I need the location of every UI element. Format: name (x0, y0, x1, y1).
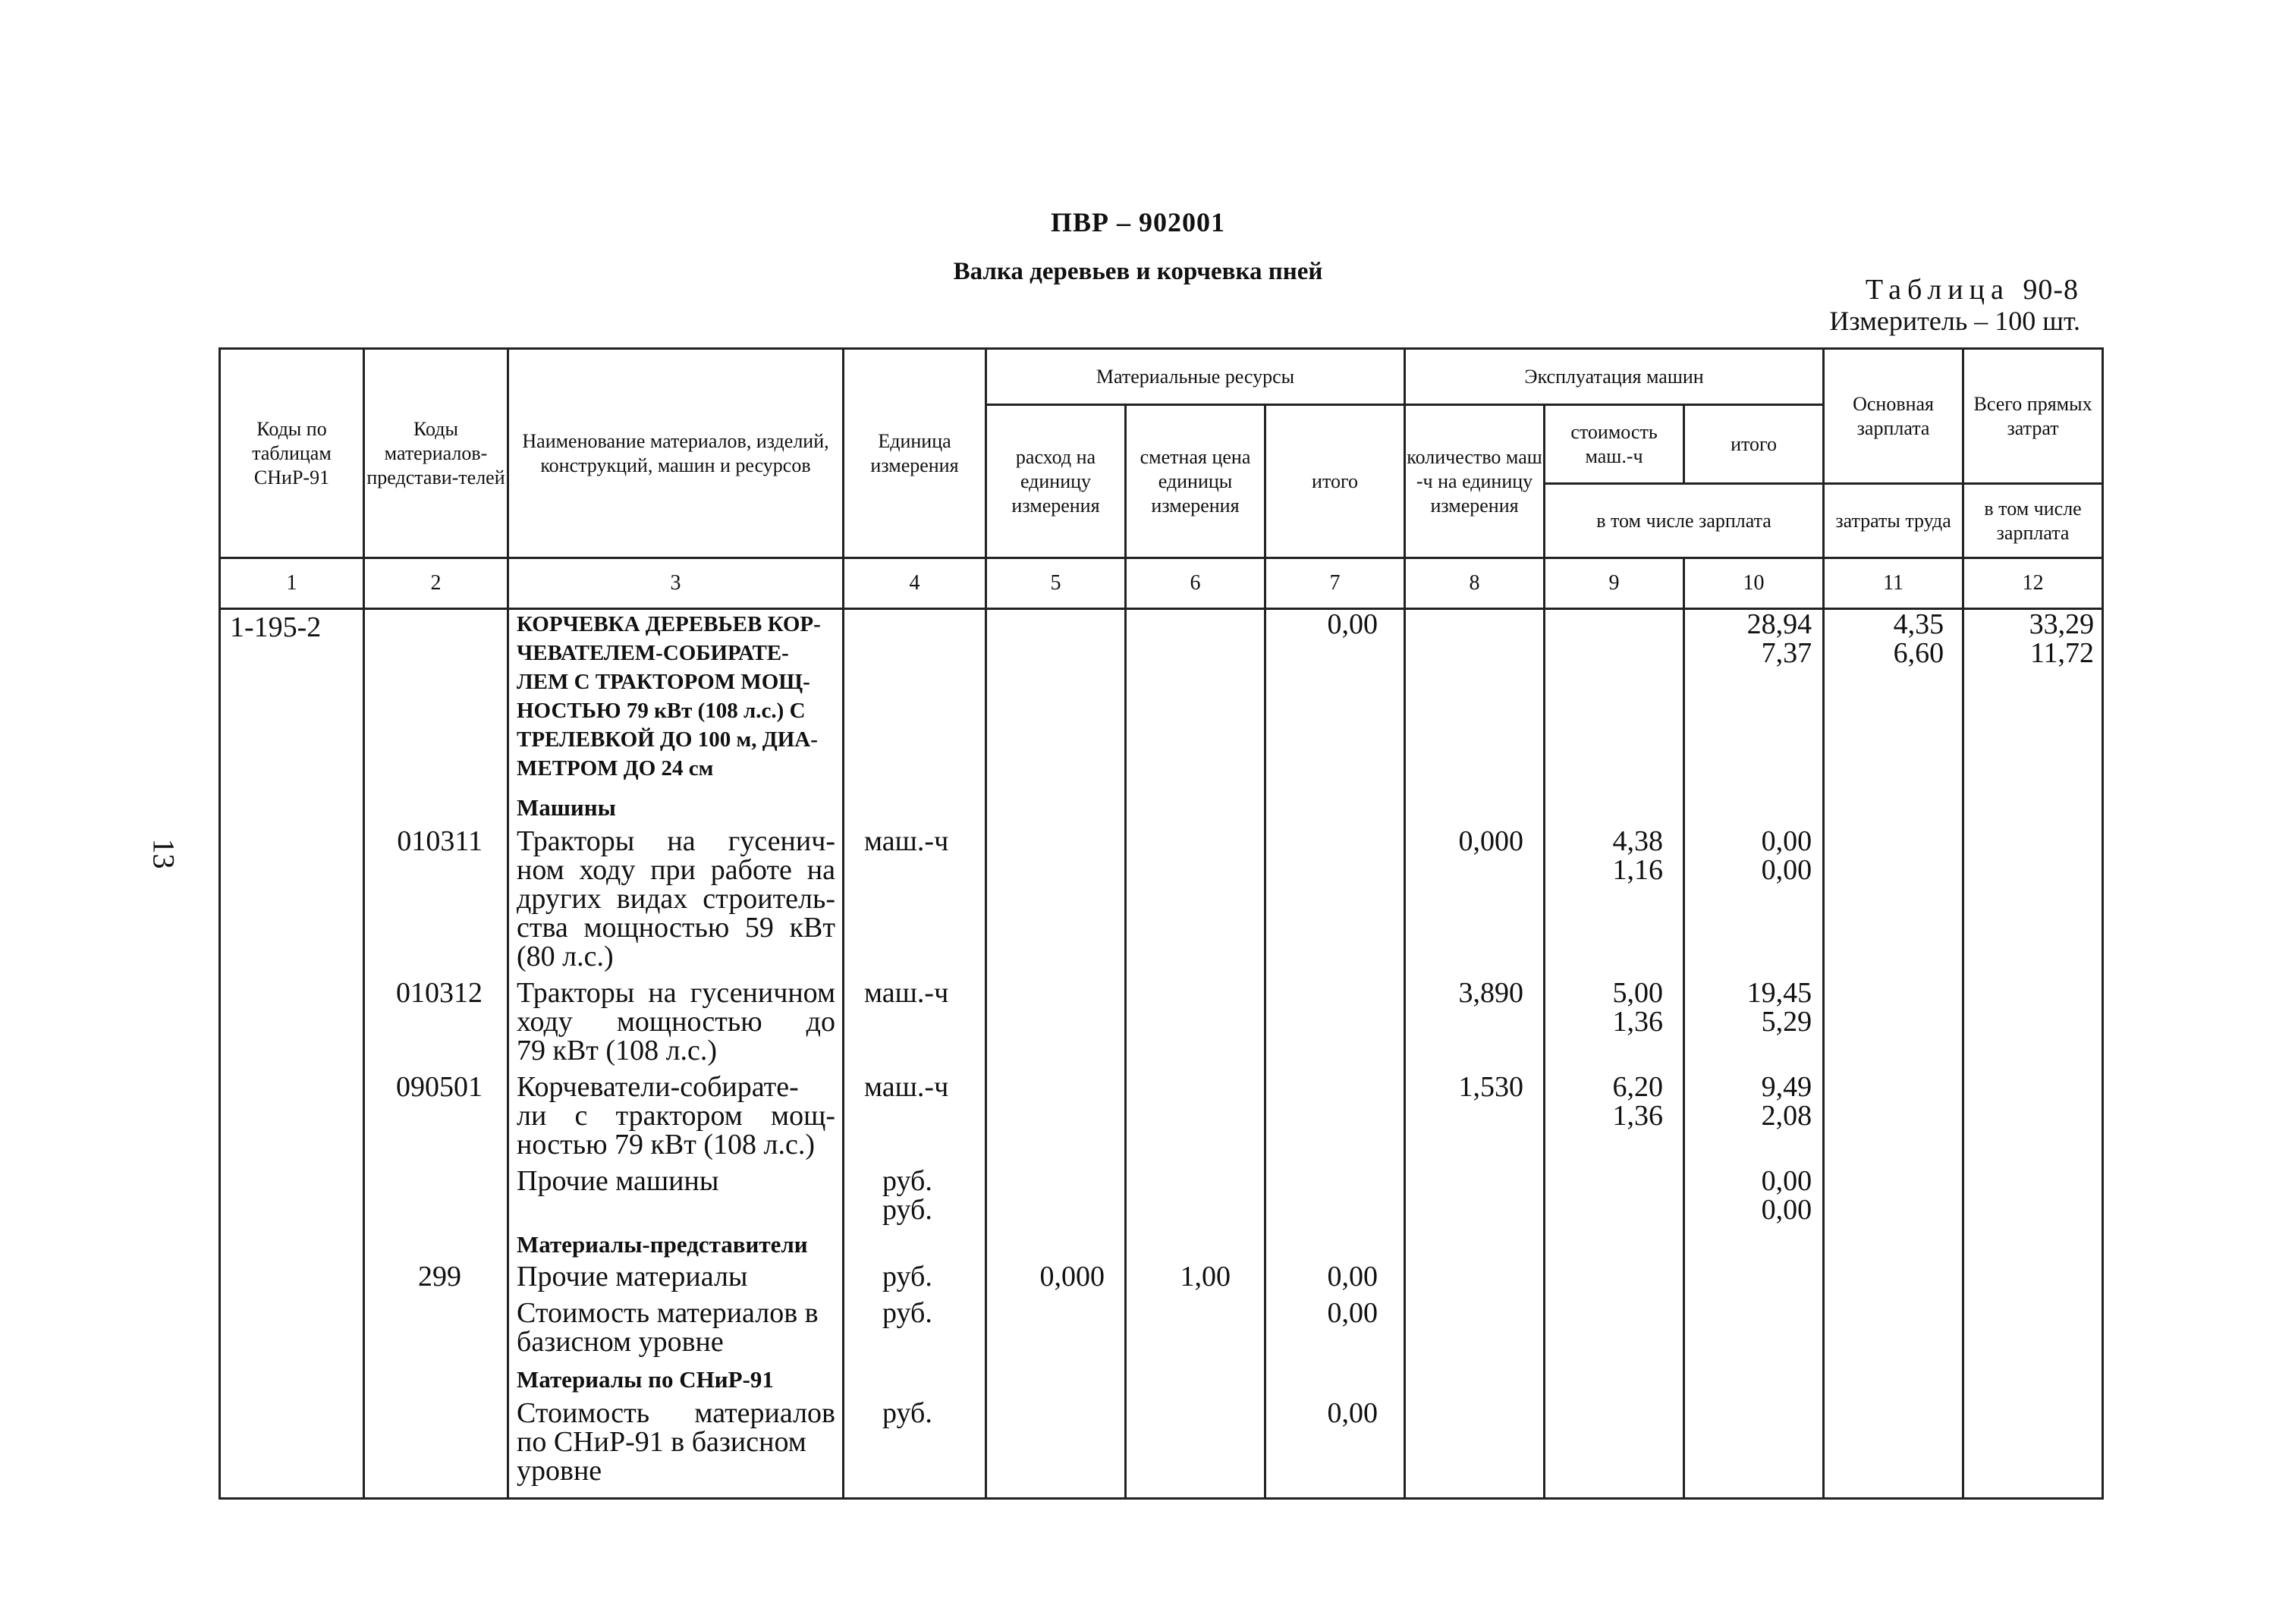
section-machines: Машины (517, 794, 616, 821)
header-c3: Наименование материалов, изделий, конструкций, машин и ресурсов (508, 349, 844, 558)
header-c7: итого (1265, 405, 1405, 558)
column-number-1: 1 (220, 558, 364, 609)
base-materials-c7: 0,00 (1327, 1297, 1378, 1329)
measure-unit: Измеритель – 100 шт. (1829, 306, 2080, 336)
machine-3-price: 6,20 (1612, 1071, 1664, 1103)
col3-cell (508, 609, 844, 1499)
page-number: 13 (146, 838, 181, 869)
header-c9-10-sub: в том числе зарплата (1545, 484, 1824, 558)
col4-cell (844, 609, 986, 1499)
row-c12-sub: 11,72 (2029, 637, 2095, 669)
machine-1-name-l1: Тракторы на гусенич- (517, 825, 835, 857)
column-number-9: 9 (1545, 558, 1684, 609)
snir-materials-name-l3: уровне (517, 1455, 602, 1487)
col1-cell (220, 609, 364, 1499)
machine-3-total-sub: 2,08 (1761, 1100, 1812, 1132)
header-c10: итого (1684, 405, 1824, 484)
machine-1-total: 0,00 (1761, 825, 1812, 857)
machine-2-name-l2: ходу мощностью до (517, 1006, 835, 1038)
machine-2-total-sub: 5,29 (1761, 1006, 1812, 1038)
other-machines-total-sub: 0,00 (1761, 1194, 1812, 1226)
row-name-l5: ТРЕЛЕВКОЙ ДО 100 м, ДИА- (517, 727, 818, 752)
other-machines-unit-2: руб. (882, 1194, 932, 1226)
base-materials-unit: руб. (882, 1297, 932, 1329)
other-machines-name: Прочие машины (517, 1165, 719, 1197)
machine-1-name-l4: ства мощностью 59 кВт (517, 912, 835, 944)
snir-materials-c7: 0,00 (1327, 1397, 1378, 1429)
other-materials-unit: руб. (882, 1261, 932, 1293)
row-c7: 0,00 (1327, 608, 1378, 640)
machine-2-price-sub: 1,36 (1612, 1006, 1664, 1038)
header-c6: сметная цена единицы измерения (1126, 405, 1265, 558)
row-c11: 4,35 (1893, 608, 1944, 640)
col12-cell (1963, 609, 2103, 1499)
machine-1-price: 4,38 (1612, 825, 1664, 857)
col7-cell (1265, 609, 1405, 1499)
header-c8: количество маш -ч на единицу измерения (1405, 405, 1545, 558)
table-label (1866, 273, 2079, 306)
column-number-8: 8 (1405, 558, 1545, 609)
table-number: 90-8 (2023, 274, 2079, 306)
machine-1-unit: маш.-ч (864, 825, 949, 857)
estimate-table (218, 347, 2095, 1500)
base-materials-name-l2: базисном уровне (517, 1326, 724, 1358)
column-number-6: 6 (1126, 558, 1265, 609)
other-machines-unit-1: руб. (882, 1165, 932, 1197)
machine-2-total: 19,45 (1746, 977, 1812, 1009)
snir-materials-name-l1: Стоимость материалов (517, 1397, 835, 1429)
other-materials-c7: 0,00 (1327, 1261, 1378, 1293)
machine-2-unit: маш.-ч (864, 977, 949, 1009)
col6-cell (1126, 609, 1265, 1499)
machine-3-qty: 1,530 (1458, 1071, 1524, 1103)
row-name-l6: МЕТРОМ ДО 24 см (517, 756, 714, 781)
machine-3-name-l3: ностью 79 кВт (108 л.с.) (517, 1129, 816, 1161)
snir-materials-unit: руб. (882, 1397, 932, 1429)
machine-2-name-l3: 79 кВт (108 л.с.) (517, 1035, 718, 1066)
column-number-11: 11 (1824, 558, 1963, 609)
row-name-l1: КОРЧЕВКА ДЕРЕВЬЕВ КОР- (517, 612, 821, 636)
table-label-word: Таблица (1865, 274, 2010, 306)
header-c1: Коды по таблицам СНиР-91 (220, 349, 364, 558)
other-machines-total: 0,00 (1761, 1165, 1812, 1197)
column-numbers-row (220, 558, 2103, 609)
column-number-10: 10 (1684, 558, 1824, 609)
column-number-5: 5 (986, 558, 1126, 609)
machine-1-name-l5: (80 л.с.) (517, 941, 614, 972)
header-c12-sub: в том числе зарплата (1963, 484, 2103, 558)
col5-cell (986, 609, 1126, 1499)
header-c4: Единица измерения (844, 349, 986, 558)
machine-3-total: 9,49 (1761, 1071, 1812, 1103)
col11-cell (1824, 609, 1963, 1499)
column-number-4: 4 (844, 558, 986, 609)
machine-code-2: 010312 (396, 977, 483, 1009)
material-code-299: 299 (418, 1261, 461, 1293)
machine-2-price: 5,00 (1612, 977, 1664, 1009)
machine-1-qty: 0,000 (1458, 825, 1524, 857)
machine-code-3: 090501 (396, 1071, 483, 1103)
header-c5: расход на единицу измерения (986, 405, 1126, 558)
machine-1-name-l3: других видах строитель- (517, 883, 835, 915)
header-c11-sub: затраты труда (1824, 484, 1963, 558)
other-materials-c6: 1,00 (1180, 1261, 1231, 1293)
row-c11-sub: 6,60 (1893, 637, 1944, 669)
row-name-l2: ЧЕВАТЕЛЕМ-СОБИРАТЕ- (517, 641, 789, 665)
machine-3-name-l2: ли с трактором мощ- (517, 1100, 835, 1132)
header-c11: Основная зарплата (1824, 349, 1963, 484)
row-c12: 33,29 (2029, 608, 2095, 640)
col2-cell (364, 609, 508, 1499)
column-number-2: 2 (364, 558, 508, 609)
row-name-l4: НОСТЬЮ 79 кВт (108 л.с.) С (517, 699, 806, 723)
section-materials-snir: Материалы по СНиР-91 (517, 1366, 774, 1393)
base-materials-name-l1: Стоимость материалов в (517, 1297, 819, 1329)
row-code: 1-195-2 (230, 611, 322, 643)
column-number-3: 3 (508, 558, 844, 609)
other-materials-c5: 0,000 (1039, 1261, 1105, 1293)
document-code: ПВР – 902001 (1050, 207, 1225, 237)
row-name-l3: ЛЕМ С ТРАКТОРОМ МОЩ- (517, 670, 810, 694)
machine-2-name-l1: Тракторы на гусеничном (517, 977, 835, 1009)
header-machine-group: Эксплуатация машин (1405, 349, 1824, 405)
machine-1-price-sub: 1,16 (1612, 854, 1664, 886)
col9-cell (1545, 609, 1684, 1499)
header-c9: стоимость маш.-ч (1545, 405, 1684, 484)
machine-3-name-l1: Корчеватели-собирате- (517, 1071, 799, 1103)
header-c12: Всего прямых затрат (1963, 349, 2103, 484)
table-body-row (220, 609, 2103, 1499)
header-material-group: Материальные ресурсы (986, 349, 1405, 405)
document-title: Валка деревьев и корчевка пней (953, 258, 1323, 285)
machine-1-total-sub: 0,00 (1761, 854, 1812, 886)
column-number-12: 12 (1963, 558, 2103, 609)
machine-3-unit: маш.-ч (864, 1071, 949, 1103)
machine-2-qty: 3,890 (1458, 977, 1524, 1009)
row-c10-sub: 7,37 (1761, 637, 1812, 669)
col10-cell (1684, 609, 1824, 1499)
machine-1-name-l2: ном ходу при работе на (517, 854, 835, 886)
section-materials-rep: Материалы-представители (517, 1231, 808, 1258)
row-c10: 28,94 (1746, 608, 1812, 640)
machine-code-1: 010311 (397, 825, 483, 857)
col8-cell (1405, 609, 1545, 1499)
header-c2: Коды материалов-представи-телей (364, 349, 508, 558)
other-materials-name: Прочие материалы (517, 1261, 748, 1293)
machine-3-price-sub: 1,36 (1612, 1100, 1664, 1132)
column-number-7: 7 (1265, 558, 1405, 609)
snir-materials-name-l2: по СНиР-91 в базисном (517, 1426, 806, 1458)
